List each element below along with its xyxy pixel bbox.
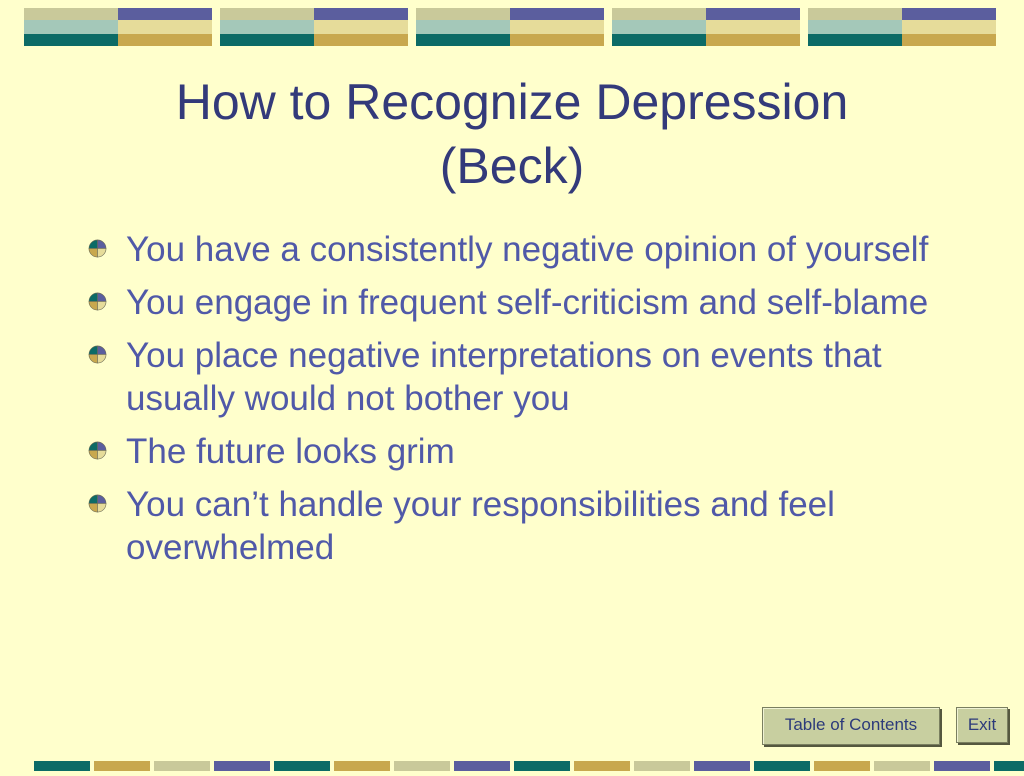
bullet-text: You place negative interpretations on events that usually would not bother you xyxy=(126,336,882,418)
bullet-icon xyxy=(88,345,107,364)
top-band-graphic xyxy=(0,8,1024,48)
band-tile-segment xyxy=(118,34,212,46)
bullet-icon-quadrant xyxy=(89,451,98,460)
bullet-icon-quadrant xyxy=(89,249,98,258)
bottom-band-segment xyxy=(394,761,450,771)
bottom-band-segment xyxy=(214,761,270,771)
bullet-icon-quadrant xyxy=(89,504,98,513)
exit-button[interactable]: Exit xyxy=(956,707,1008,743)
bullet-icon-quadrant xyxy=(98,240,107,249)
band-tile-segment xyxy=(706,8,800,20)
bottom-band-graphic xyxy=(0,761,1024,771)
band-tile-segment xyxy=(612,34,706,46)
band-tile-segment xyxy=(24,20,118,34)
band-tile-segment xyxy=(706,34,800,46)
bullet-icon-quadrant xyxy=(98,504,107,513)
bullet-icon-quadrant xyxy=(98,442,107,451)
bullet-item xyxy=(88,483,988,569)
bullet-item xyxy=(88,281,988,324)
bullet-icon-quadrant xyxy=(89,495,98,504)
band-tile-segment xyxy=(808,8,902,20)
bottom-band-segment xyxy=(694,761,750,771)
bottom-band-segment xyxy=(154,761,210,771)
band-tile-segment xyxy=(510,20,604,34)
bullet-icon-quadrant xyxy=(98,346,107,355)
bullet-text: You have a consistently negative opinion of yourself xyxy=(126,230,929,269)
bottom-band-segment xyxy=(94,761,150,771)
band-tile-segment xyxy=(314,20,408,34)
bottom-band-segment xyxy=(994,761,1024,771)
bullet-item xyxy=(88,430,988,473)
band-tile-segment xyxy=(118,8,212,20)
bullet-icon-quadrant xyxy=(89,293,98,302)
band-tile-segment xyxy=(706,20,800,34)
band-tile-segment xyxy=(118,20,212,34)
bottom-band-segment xyxy=(814,761,870,771)
table-of-contents-button[interactable]: Table of Contents xyxy=(762,707,940,745)
bullet-icon-quadrant xyxy=(98,249,107,258)
bullet-icon-quadrant xyxy=(89,355,98,364)
title-line-2: (Beck) xyxy=(439,138,585,194)
band-tile-segment xyxy=(902,20,996,34)
bullet-icon xyxy=(88,239,107,258)
band-tile-segment xyxy=(612,8,706,20)
band-tile-segment xyxy=(902,34,996,46)
bullet-item xyxy=(88,228,988,271)
bullet-icon-quadrant xyxy=(98,293,107,302)
bottom-band-segment xyxy=(874,761,930,771)
band-tile-segment xyxy=(220,20,314,34)
bullet-icon-quadrant xyxy=(89,346,98,355)
bullet-icon xyxy=(88,292,107,311)
bullet-icon-quadrant xyxy=(98,355,107,364)
band-tile-segment xyxy=(510,8,604,20)
bullet-text: The future looks grim xyxy=(126,432,455,471)
band-tile-segment xyxy=(416,8,510,20)
bullet-list xyxy=(88,228,988,579)
slide-title xyxy=(0,70,1024,198)
bullet-text: You can’t handle your responsibilities and feel overwhelmed xyxy=(126,485,835,567)
band-tile-segment xyxy=(612,20,706,34)
bullet-icon-quadrant xyxy=(98,451,107,460)
bullet-icon-quadrant xyxy=(89,240,98,249)
band-tile-segment xyxy=(220,34,314,46)
band-tile-segment xyxy=(24,34,118,46)
band-tile-segment xyxy=(220,8,314,20)
bullet-item xyxy=(88,334,988,420)
bullet-icon-quadrant xyxy=(98,302,107,311)
bottom-band-segment xyxy=(34,761,90,771)
band-tile-segment xyxy=(416,34,510,46)
title-line-1: How to Recognize Depression xyxy=(175,74,849,130)
band-tile-segment xyxy=(314,34,408,46)
bottom-band-segment xyxy=(934,761,990,771)
band-tile-segment xyxy=(24,8,118,20)
bullet-icon xyxy=(88,441,107,460)
bottom-band-segment xyxy=(754,761,810,771)
top-decorative-band xyxy=(0,8,1024,48)
bullet-icon-quadrant xyxy=(89,302,98,311)
bullet-text: You engage in frequent self-criticism and self-blame xyxy=(126,283,929,322)
band-tile-segment xyxy=(902,8,996,20)
bottom-band-segment xyxy=(574,761,630,771)
bullet-icon xyxy=(88,494,107,513)
bottom-band-segment xyxy=(454,761,510,771)
bottom-decorative-band xyxy=(0,758,1024,768)
band-tile-segment xyxy=(808,34,902,46)
band-tile-segment xyxy=(808,20,902,34)
bottom-band-segment xyxy=(514,761,570,771)
bottom-band-segment xyxy=(334,761,390,771)
band-tile-segment xyxy=(314,8,408,20)
band-tile-segment xyxy=(510,34,604,46)
bullet-icon-quadrant xyxy=(98,495,107,504)
band-tile-segment xyxy=(416,20,510,34)
bottom-band-segment xyxy=(274,761,330,771)
bottom-band-segment xyxy=(634,761,690,771)
bullet-icon-quadrant xyxy=(89,442,98,451)
